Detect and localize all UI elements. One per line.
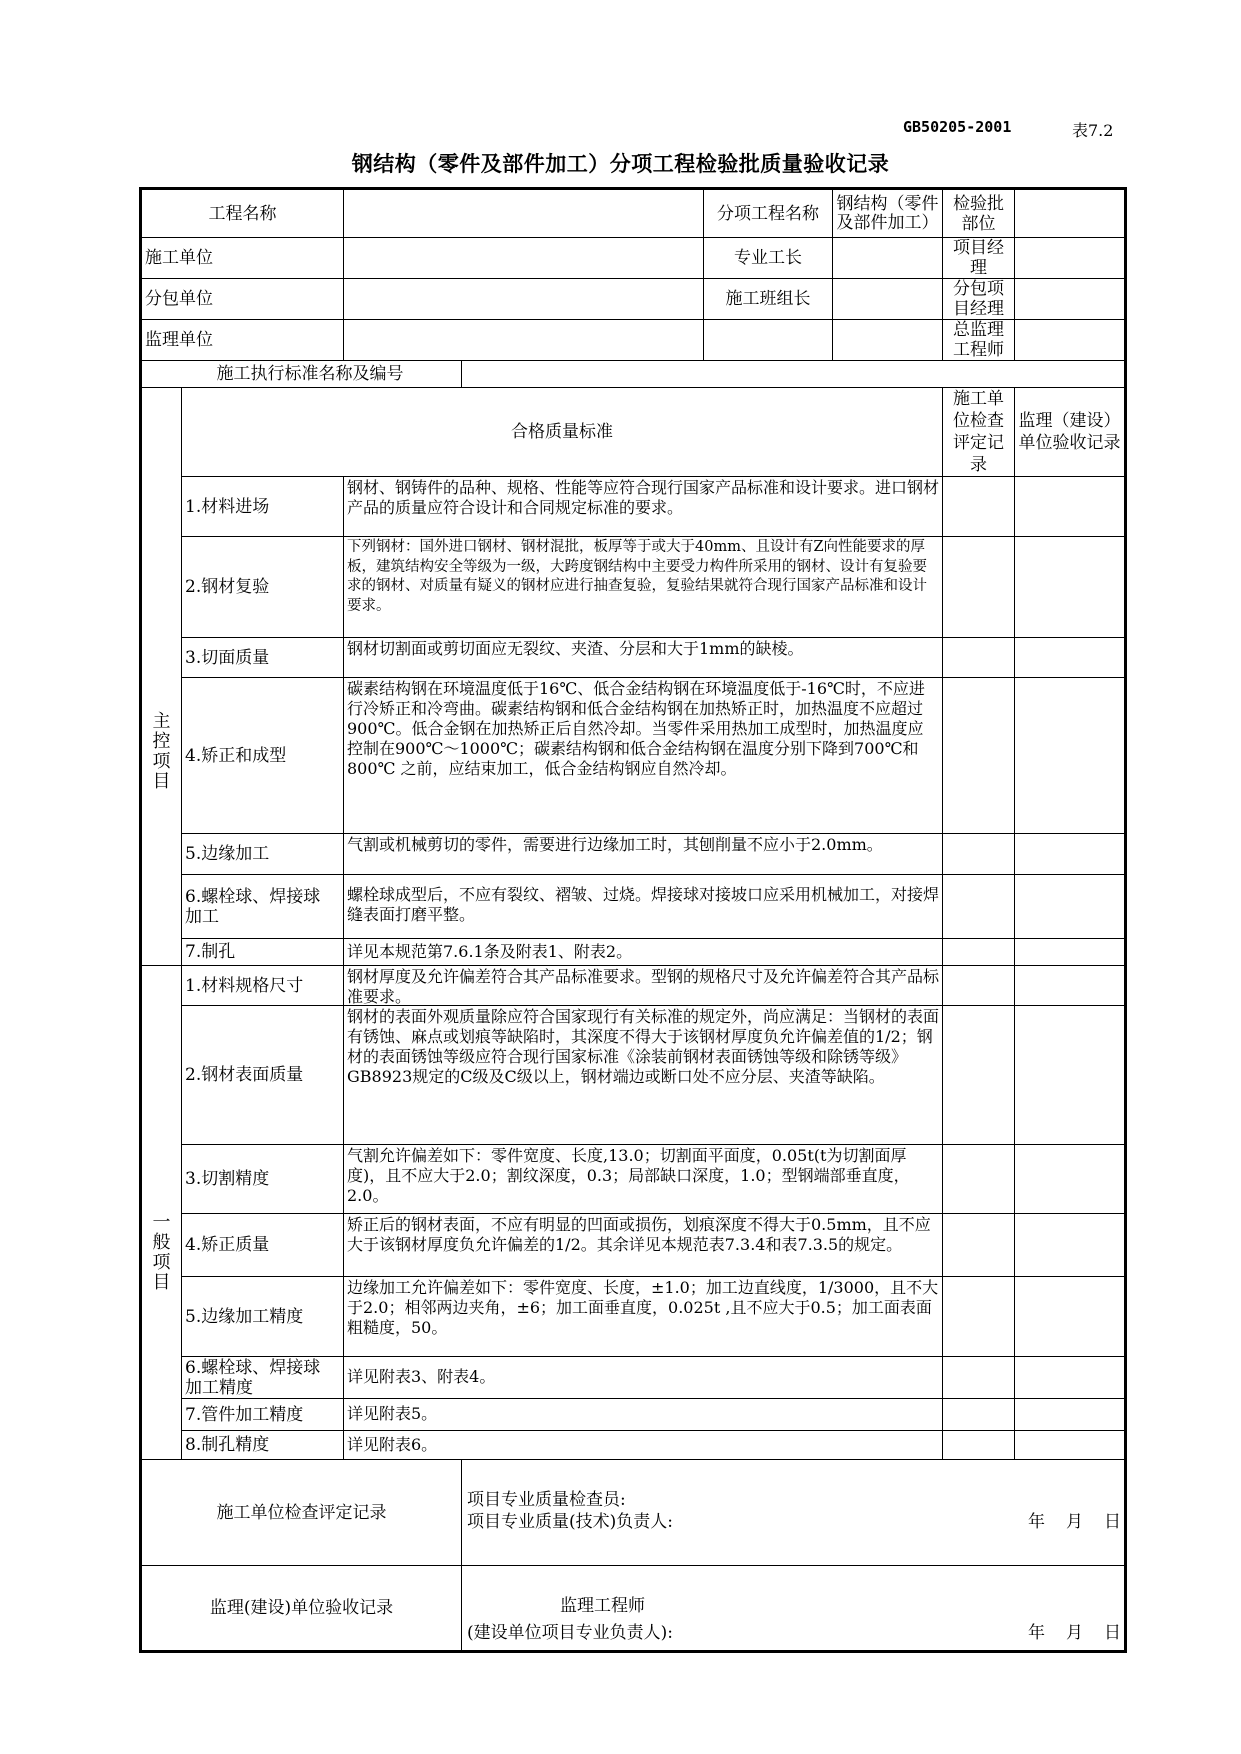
project-manager-label: 项目经理: [943, 238, 1015, 279]
main-item-standard: 下列钢材：国外进口钢材、钢材混批，板厚等于或大于40mm、且设计有Z向性能要求的厚板，建筑结构安全等级为一级，大跨度钢结构中主要受力构件所采用的钢材、设计有复验要求的钢材、对质量有疑义的钢材应进行抽查复验，复验结果就符合现行国家产品标准和设计要求。: [344, 537, 943, 638]
general-item-supervisor-record[interactable]: [1015, 1145, 1126, 1214]
general-item-supervisor-record[interactable]: [1015, 1277, 1126, 1357]
general-item-contractor-record[interactable]: [943, 1006, 1015, 1145]
subcontractor-label: 分包单位: [141, 279, 344, 320]
main-item-name: 2.钢材复验: [182, 537, 344, 638]
main-group-char-3: 项: [152, 750, 171, 772]
general-item-supervisor-record[interactable]: [1015, 1214, 1126, 1277]
general-item-contractor-record[interactable]: [943, 966, 1015, 1006]
project-name-field[interactable]: [344, 189, 704, 238]
construction-unit-field[interactable]: [344, 238, 704, 279]
standard-code: GB50205-2001: [903, 118, 1012, 136]
general-group-char-4: 目: [152, 1271, 171, 1293]
supervisor-date[interactable]: [1007, 1623, 1121, 1643]
main-item-supervisor-record[interactable]: [1015, 939, 1126, 966]
day-label: 日: [1104, 1512, 1121, 1532]
main-item-name: 3.切面质量: [182, 638, 344, 678]
quality-standard-header: 合格质量标准: [182, 388, 943, 477]
general-item-name: 8.制孔精度: [182, 1431, 344, 1460]
day-label: 日: [1104, 1623, 1121, 1643]
main-item-standard: 螺栓球成型后，不应有裂纹、褶皱、过烧。焊接球对接坡口应采用机械加工，对接焊缝表面打磨平整。: [344, 875, 943, 939]
inspector-label: 项目专业质量检查员:: [467, 1490, 626, 1510]
main-group-char-1: 主: [152, 710, 171, 732]
tech-lead-label: 项目专业质量(技术)负责人:: [467, 1512, 673, 1532]
contractor-date[interactable]: [1007, 1512, 1121, 1532]
general-item-standard: 气割允许偏差如下：零件宽度、长度,13.0；切割面平面度，0.05t(t为切割面厚度)，且不应大于2.0；割纹深度，0.3；局部缺口深度，1.0；型钢端部垂直度，2.0。: [344, 1145, 943, 1214]
main-item-standard: 详见本规范第7.6.1条及附表1、附表2。: [344, 939, 943, 966]
project-manager-field[interactable]: [1015, 238, 1126, 279]
supervision-unit-field-2[interactable]: [704, 320, 833, 361]
month-label: 月: [1066, 1623, 1083, 1643]
year-label: 年: [1028, 1512, 1045, 1532]
main-item-supervisor-record[interactable]: [1015, 678, 1126, 834]
main-item-standard: 钢材、钢铸件的品种、规格、性能等应符合现行国家产品标准和设计要求。进口钢材产品的质量应符合设计和合同规定标准的要求。: [344, 477, 943, 537]
general-item-standard: 边缘加工允许偏差如下：零件宽度、长度，±1.0；加工边直线度，1/3000，且不大于2.0；相邻两边夹角，±6；加工面垂直度，0.025t ,且不应大于0.5；加工面表面粗糙度，50。: [344, 1277, 943, 1357]
general-item-supervisor-record[interactable]: [1015, 1399, 1126, 1431]
main-item-supervisor-record[interactable]: [1015, 537, 1126, 638]
form-title: 钢结构（零件及部件加工）分项工程检验批质量验收记录: [351, 152, 890, 176]
sub-project-name-value: 钢结构（零件及部件加工）: [833, 189, 943, 238]
main-item-name: 4.矫正和成型: [182, 678, 344, 834]
supervision-unit-field[interactable]: [344, 320, 704, 361]
general-item-name: 7.管件加工精度: [182, 1399, 344, 1431]
main-group-char-2: 控: [152, 730, 171, 752]
month-label: 月: [1066, 1512, 1083, 1532]
main-item-contractor-record[interactable]: [943, 477, 1015, 537]
general-item-supervisor-record[interactable]: [1015, 1006, 1126, 1145]
main-item-name: 5.边缘加工: [182, 834, 344, 875]
supervisor-record-label: 监理(建设)单位验收记录: [141, 1566, 462, 1652]
general-item-supervisor-record[interactable]: [1015, 966, 1126, 1006]
general-group-char-2: 般: [152, 1231, 171, 1253]
general-item-name: 1.材料规格尺寸: [182, 966, 344, 1006]
main-item-contractor-record[interactable]: [943, 939, 1015, 966]
general-item-supervisor-record[interactable]: [1015, 1431, 1126, 1460]
main-item-name: 7.制孔: [182, 939, 344, 966]
sub-project-name-label: 分项工程名称: [704, 189, 833, 238]
general-item-contractor-record[interactable]: [943, 1357, 1015, 1399]
main-item-contractor-record[interactable]: [943, 678, 1015, 834]
team-leader-label: 施工班组长: [704, 279, 833, 320]
supervision-unit-label: 监理单位: [141, 320, 344, 361]
general-item-standard: 详见附表3、附表4。: [344, 1357, 943, 1399]
main-item-supervisor-record[interactable]: [1015, 477, 1126, 537]
general-group-char-3: 项: [152, 1251, 171, 1273]
contractor-record-label: 施工单位检查评定记录: [141, 1460, 462, 1566]
general-item-contractor-record[interactable]: [943, 1145, 1015, 1214]
general-item-name: 4.矫正质量: [182, 1214, 344, 1277]
sub-project-manager-field[interactable]: [1015, 279, 1126, 320]
standard-field[interactable]: [462, 361, 1126, 388]
general-item-name: 6.螺栓球、焊接球加工精度: [182, 1357, 344, 1399]
subcontractor-field[interactable]: [344, 279, 704, 320]
main-group-char-4: 目: [152, 770, 171, 792]
foreman-label: 专业工长: [704, 238, 833, 279]
supervising-engineer-label: 监理工程师: [560, 1596, 645, 1616]
supervisor-check-header: 监理（建设）单位验收记录: [1015, 388, 1126, 477]
owner-rep-label: (建设单位项目专业负责人):: [467, 1623, 673, 1643]
general-items-group: [141, 966, 182, 1460]
main-item-supervisor-record[interactable]: [1015, 834, 1126, 875]
general-item-standard: 钢材的表面外观质量除应符合国家现行有关标准的规定外，尚应满足：当钢材的表面有锈蚀、麻点或划痕等缺陷时，其深度不得大于该钢材厚度负允许偏差值的1/2；钢材的表面锈蚀等级应符合现行国家标准《涂装前钢材表面锈蚀等级和除锈等级》GB8923规定的C级及C级以上，钢材端边或断口处不应分层、夹渣等缺陷。: [344, 1006, 943, 1145]
year-label: 年: [1028, 1623, 1045, 1643]
general-item-contractor-record[interactable]: [943, 1399, 1015, 1431]
contractor-record-signature[interactable]: [462, 1460, 1126, 1566]
main-item-standard: 钢材切割面或剪切面应无裂纹、夹渣、分层和大于1mm的缺棱。: [344, 638, 943, 678]
general-item-contractor-record[interactable]: [943, 1277, 1015, 1357]
standard-label: 施工执行标准名称及编号: [141, 361, 462, 388]
general-item-standard: 矫正后的钢材表面，不应有明显的凹面或损伤，划痕深度不得大于0.5mm，且不应大于该钢材厚度负允许偏差的1/2。其余详见本规范表7.3.4和表7.3.5的规定。: [344, 1214, 943, 1277]
main-item-contractor-record[interactable]: [943, 537, 1015, 638]
general-item-standard: 详见附表6。: [344, 1431, 943, 1460]
general-item-contractor-record[interactable]: [943, 1431, 1015, 1460]
main-item-name: 6.螺栓球、焊接球加工: [182, 875, 344, 939]
team-leader-field[interactable]: [833, 279, 943, 320]
main-item-contractor-record[interactable]: [943, 834, 1015, 875]
general-item-contractor-record[interactable]: [943, 1214, 1015, 1277]
inspection-form: [139, 187, 1127, 1653]
main-item-supervisor-record[interactable]: [1015, 875, 1126, 939]
foreman-field[interactable]: [833, 238, 943, 279]
chief-supervisor-field[interactable]: [1015, 320, 1126, 361]
main-item-standard: 气割或机械剪切的零件，需要进行边缘加工时，其刨削量不应小于2.0mm。: [344, 834, 943, 875]
main-item-contractor-record[interactable]: [943, 875, 1015, 939]
project-name-label: 工程名称: [141, 189, 344, 238]
chief-supervisor-label: 总监理工程师: [943, 320, 1015, 361]
supervisor-record-signature[interactable]: [462, 1566, 1126, 1652]
general-item-name: 5.边缘加工精度: [182, 1277, 344, 1357]
inspection-lot-field[interactable]: [1015, 189, 1126, 238]
main-item-name: 1.材料进场: [182, 477, 344, 537]
main-item-supervisor-record[interactable]: [1015, 638, 1126, 678]
general-item-name: 3.切割精度: [182, 1145, 344, 1214]
table-number: 表7.2: [1072, 121, 1114, 140]
general-item-name: 2.钢材表面质量: [182, 1006, 344, 1145]
main-item-standard: 碳素结构钢在环境温度低于16℃、低合金结构钢在环境温度低于-16℃时，不应进行冷矫正和冷弯曲。碳素结构钢和低合金结构钢在加热矫正时，加热温度不应超过900℃。低合金钢在加热矫正后自然冷却。当零件采用热加工成型时，加热温度应控制在900℃～1000℃；碳素结构钢和低合金结构钢在温度分别下降到700℃和800℃ 之前，应结束加工，低合金结构钢应自然冷却。: [344, 678, 943, 834]
inspection-lot-label: 检验批部位: [943, 189, 1015, 238]
contractor-check-header: 施工单位检查评定记录: [943, 388, 1015, 477]
construction-unit-label: 施工单位: [141, 238, 344, 279]
sub-project-manager-label: 分包项目经理: [943, 279, 1015, 320]
general-group-char-1: 一: [152, 1211, 171, 1233]
supervision-unit-field-3[interactable]: [833, 320, 943, 361]
general-item-standard: 钢材厚度及允许偏差符合其产品标准要求。型钢的规格尺寸及允许偏差符合其产品标准要求。: [344, 966, 943, 1006]
main-items-group: [141, 388, 182, 966]
general-item-supervisor-record[interactable]: [1015, 1357, 1126, 1399]
general-item-standard: 详见附表5。: [344, 1399, 943, 1431]
main-item-contractor-record[interactable]: [943, 638, 1015, 678]
